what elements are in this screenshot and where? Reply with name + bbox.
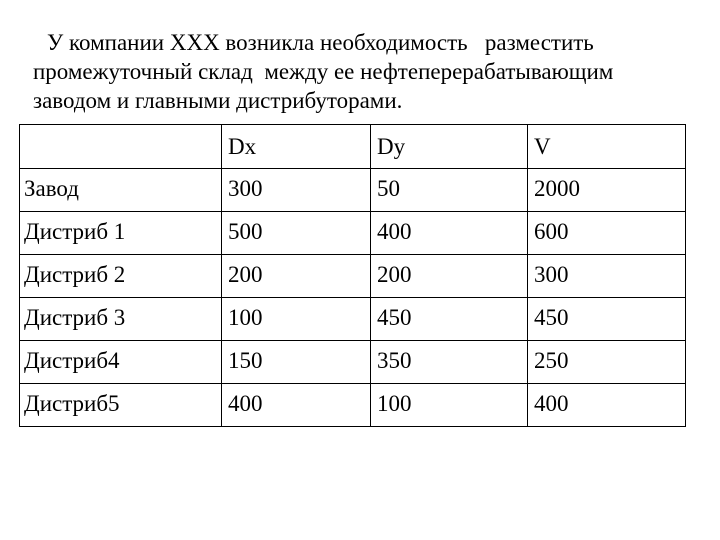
cell-dy: 50 xyxy=(371,169,528,212)
cell-dy: 100 xyxy=(371,384,528,427)
cell-dy: 400 xyxy=(371,212,528,255)
cell-dx: 150 xyxy=(222,341,371,384)
cell-v: 600 xyxy=(528,212,686,255)
table-row xyxy=(20,384,686,427)
cell-v: 400 xyxy=(528,384,686,427)
cell-dx: 300 xyxy=(222,169,371,212)
table-row xyxy=(20,169,686,212)
cell-v: 250 xyxy=(528,341,686,384)
header-cell-v: V xyxy=(528,125,686,169)
table-header-row xyxy=(20,125,686,169)
distribution-table xyxy=(19,124,686,427)
header-cell-dx: Dx xyxy=(222,125,371,169)
intro-line-1: У компании XXX возникла необходимость разместить xyxy=(47,30,594,55)
table-row xyxy=(20,255,686,298)
cell-dx: 100 xyxy=(222,298,371,341)
cell-v: 2000 xyxy=(528,169,686,212)
row-label: Дистриб5 xyxy=(20,384,222,427)
table-row xyxy=(20,298,686,341)
header-cell-empty xyxy=(20,125,222,169)
row-label: Завод xyxy=(20,169,222,212)
cell-v: 450 xyxy=(528,298,686,341)
row-label: Дистриб 3 xyxy=(20,298,222,341)
intro-paragraph xyxy=(33,28,693,115)
cell-dy: 450 xyxy=(371,298,528,341)
cell-dx: 400 xyxy=(222,384,371,427)
cell-v: 300 xyxy=(528,255,686,298)
table-row xyxy=(20,341,686,384)
cell-dx: 200 xyxy=(222,255,371,298)
cell-dx: 500 xyxy=(222,212,371,255)
intro-line-3: заводом и главными дистрибуторами. xyxy=(33,88,403,113)
header-cell-dy: Dy xyxy=(371,125,528,169)
row-label: Дистриб4 xyxy=(20,341,222,384)
row-label: Дистриб 1 xyxy=(20,212,222,255)
intro-line-2: промежуточный склад между ее нефтеперерабатывающим xyxy=(33,59,614,84)
cell-dy: 200 xyxy=(371,255,528,298)
cell-dy: 350 xyxy=(371,341,528,384)
row-label: Дистриб 2 xyxy=(20,255,222,298)
table-row xyxy=(20,212,686,255)
